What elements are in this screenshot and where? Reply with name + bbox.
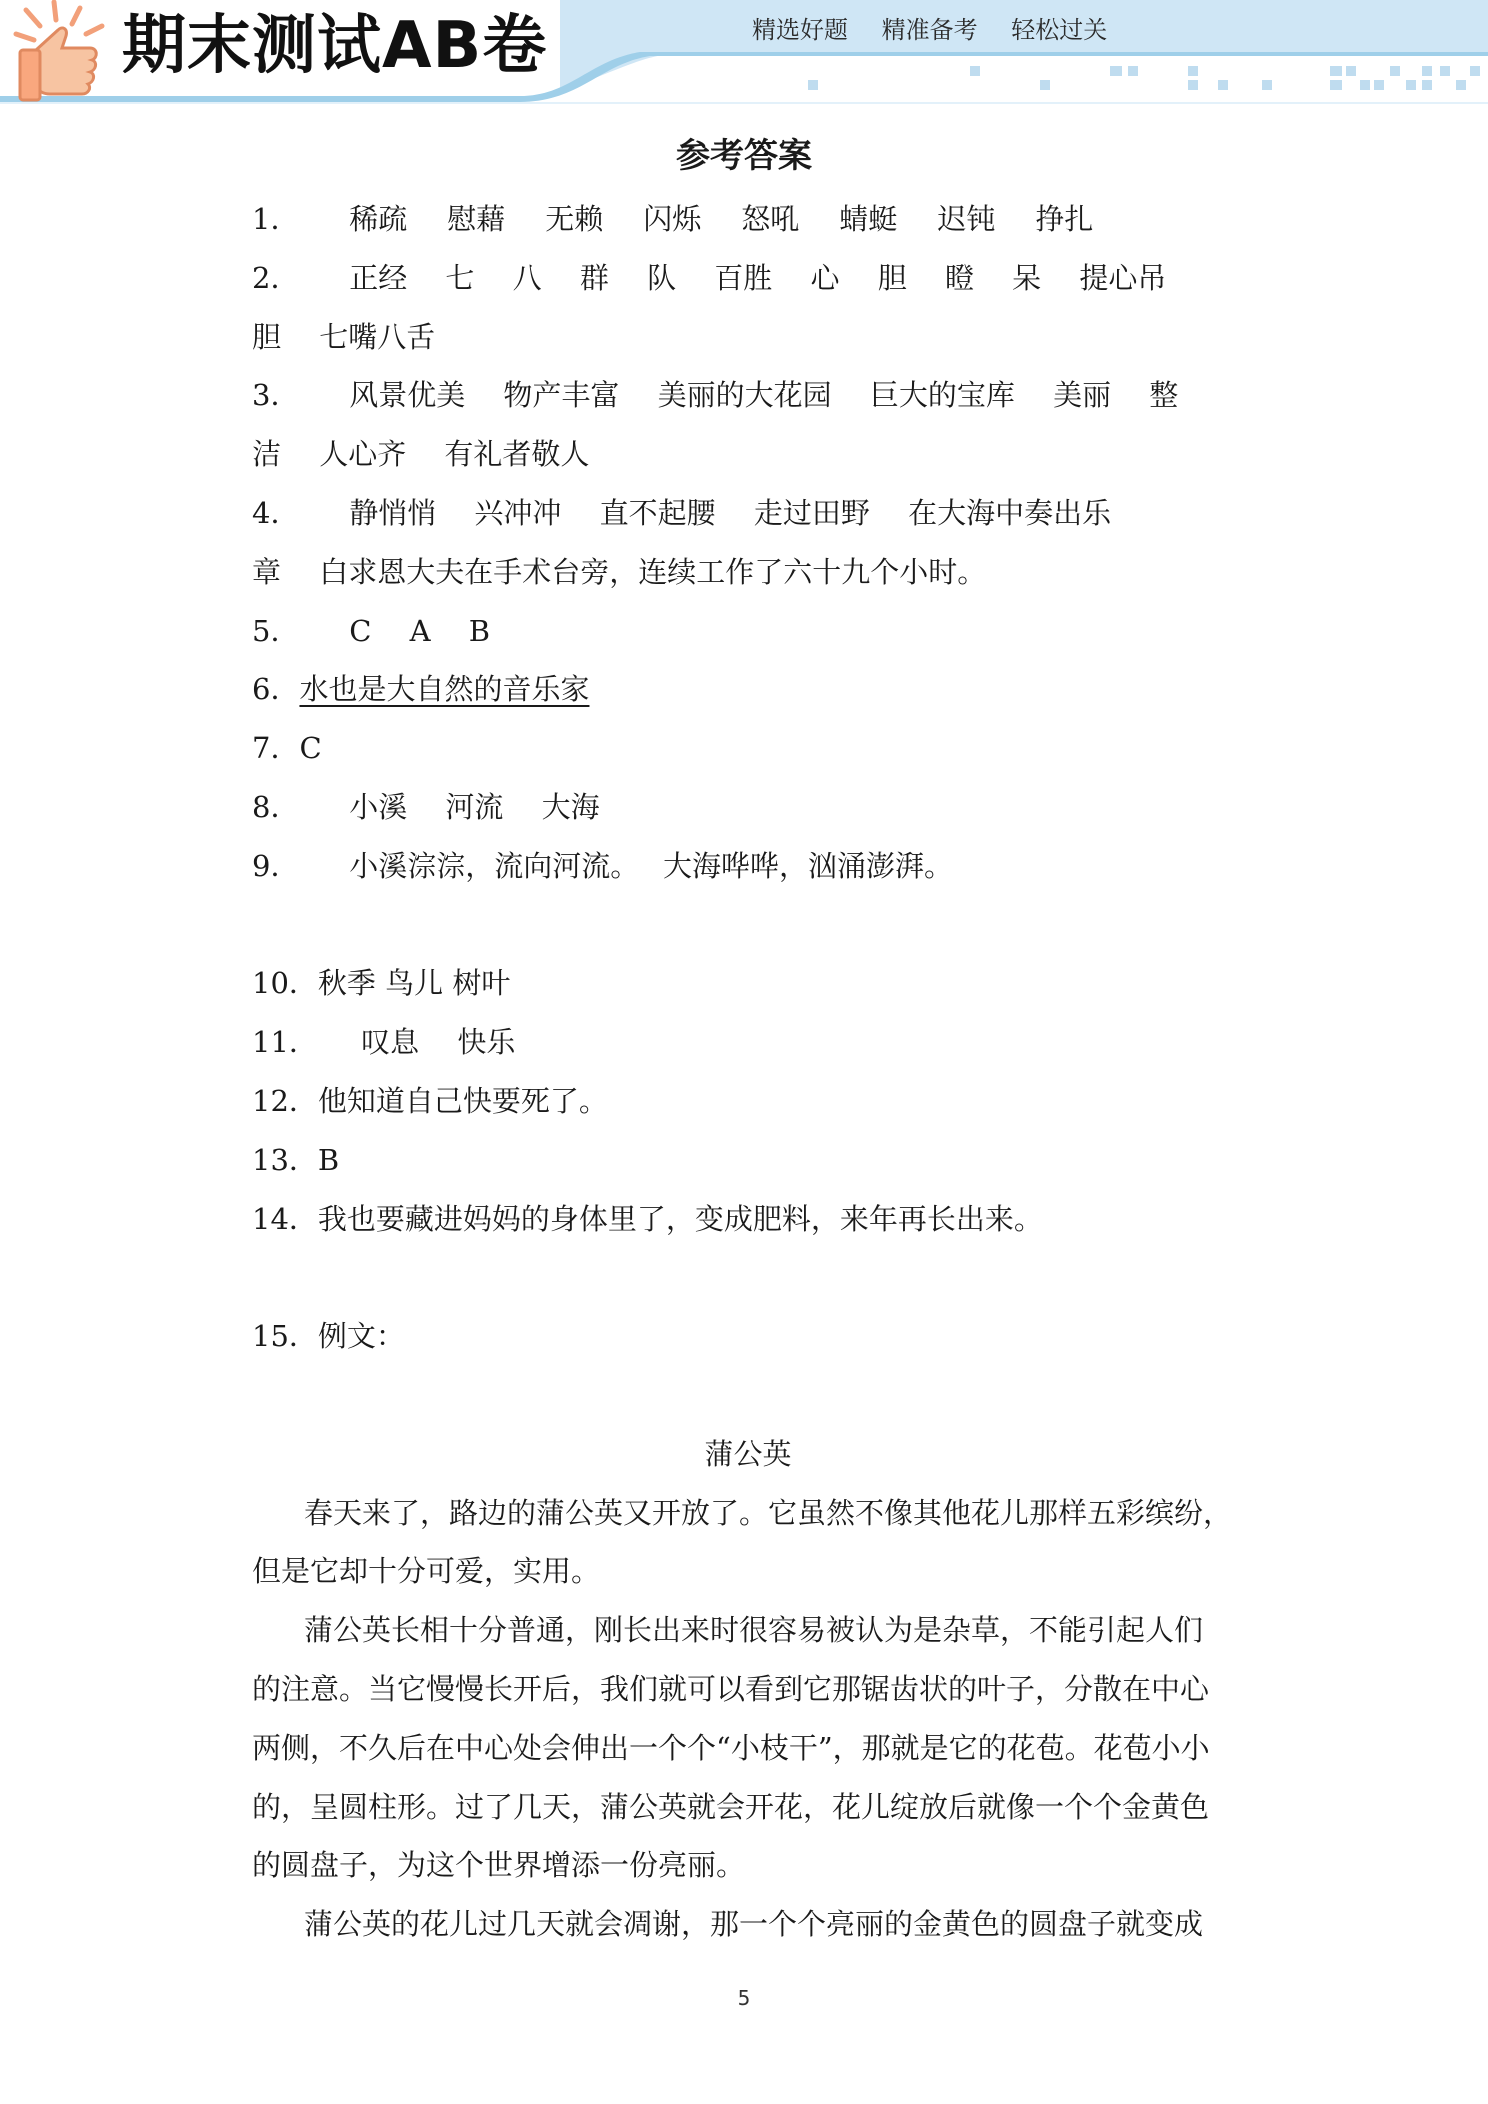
- answer-number: 12．: [252, 1083, 318, 1118]
- answer-number: 4．: [252, 495, 300, 530]
- answer-number: 11．: [252, 1025, 318, 1060]
- answer-7: [252, 719, 1252, 778]
- answer-number: 7．: [252, 731, 300, 766]
- answer-list: [252, 190, 1252, 1954]
- answer-item: 稀疏 慰藉 无赖 闪烁 怒吼 蜻蜓 迟钝 挣扎: [349, 202, 1094, 236]
- answer-text: 正经 七 八 群 队 百胜 心 胆 瞪 呆 提心吊: [349, 260, 1167, 295]
- answer-text: 叹息 快乐: [361, 1025, 516, 1060]
- answer-text: C A B: [349, 613, 491, 648]
- answer-number: 9．: [252, 848, 300, 883]
- banner-title: 期末测试AB卷: [122, 9, 548, 83]
- essay-line: 但是它却十分可爱，实用。: [252, 1554, 601, 1589]
- header-banner: [0, 0, 1488, 110]
- essay-line: 两侧，不久后在中心处会伸出一个个“小枝干”，那就是它的花苞。花苞小小: [252, 1730, 1210, 1765]
- answer-3-continued: 洁 人心齐 有礼者敬人: [252, 437, 590, 472]
- slogan-3: 轻松过关: [1011, 16, 1108, 44]
- essay-line: 的注意。当它慢慢长开后，我们就可以看到它那锯齿状的叶子，分散在中心: [252, 1671, 1210, 1706]
- slogan-2: 精准备考: [881, 16, 978, 44]
- answer-text: 小溪淙淙，流向河流。 大海哗哗，汹涌澎湃。: [349, 848, 953, 883]
- essay-line: 的，呈圆柱形。过了几天，蒲公英就会开花，花儿绽放后就像一个个金黄色: [252, 1789, 1210, 1824]
- essay-title: 蒲公英: [704, 1436, 792, 1471]
- essay-line: 蒲公英的花儿过几天就会凋谢，那一个个亮丽的金黄色的圆盘子就变成: [304, 1907, 1204, 1942]
- thumbs-up-hand-icon: [6, 0, 118, 108]
- answer-number: 1．: [252, 202, 300, 236]
- page-number: 5: [737, 1986, 751, 2010]
- answer-14: [252, 1190, 1252, 1249]
- answer-6: [252, 660, 1252, 719]
- answer-5: [252, 602, 1252, 661]
- answer-8: [252, 778, 1252, 837]
- page-title: 参考答案: [676, 136, 812, 176]
- answer-number: 3．: [252, 378, 300, 413]
- answer-11: [252, 1013, 1252, 1072]
- answer-2-continued: 胆 七嘴八舌: [252, 319, 436, 354]
- spacer: [252, 1366, 1252, 1425]
- answer-number: 10．: [252, 966, 318, 1001]
- essay-line: 蒲公英长相十分普通，刚长出来时很容易被认为是杂草，不能引起人们: [304, 1613, 1204, 1648]
- answer-text: 他知道自己快要死了。: [317, 1083, 608, 1118]
- answer-text: 风景优美 物产丰富 美丽的大花园 巨大的宝库 美丽 整: [349, 378, 1179, 413]
- answer-text: 水也是大自然的音乐家: [299, 672, 590, 707]
- slogan-1: 精选好题: [752, 16, 848, 44]
- answer-13: [252, 1131, 1252, 1190]
- answer-text: 我也要藏进妈妈的身体里了，变成肥料，来年再长出来。: [317, 1201, 1043, 1236]
- answer-4-continued: 章 白求恩大夫在手术台旁，连续工作了六十九个小时。: [252, 554, 987, 589]
- answer-text: 静悄悄 兴冲冲 直不起腰 走过田野 在大海中奏出乐: [349, 495, 1112, 530]
- answer-number: 8．: [252, 789, 300, 824]
- spacer: [252, 896, 1252, 955]
- answer-3: [252, 366, 1252, 425]
- answer-number: 15．: [252, 1319, 318, 1354]
- answer-number: 14．: [252, 1201, 318, 1236]
- answer-9: [252, 837, 1252, 896]
- essay-line: 春天来了，路边的蒲公英又开放了。它虽然不像其他花儿那样五彩缤纷，: [304, 1495, 1233, 1530]
- answer-text: C: [299, 731, 322, 766]
- answer-4: [252, 484, 1252, 543]
- answer-1: [252, 190, 1252, 249]
- answer-text: B: [317, 1142, 340, 1177]
- answer-2: [252, 249, 1252, 308]
- essay-line: 的圆盘子，为这个世界增添一份亮丽。: [252, 1848, 746, 1883]
- answer-text: 例文：: [317, 1319, 405, 1354]
- answer-number: 13．: [252, 1142, 318, 1177]
- answer-text: 小溪 河流 大海: [349, 789, 600, 824]
- spacer: [252, 1248, 1252, 1307]
- answer-number: 6．: [252, 672, 300, 707]
- answer-number: 5．: [252, 613, 300, 648]
- answer-12: [252, 1072, 1252, 1131]
- banner-slogans: [752, 10, 1133, 50]
- answer-10: [252, 954, 1252, 1013]
- answer-15: [252, 1307, 1252, 1366]
- answer-number: 2．: [252, 260, 300, 295]
- answer-text: 秋季 鸟儿 树叶: [317, 966, 511, 1001]
